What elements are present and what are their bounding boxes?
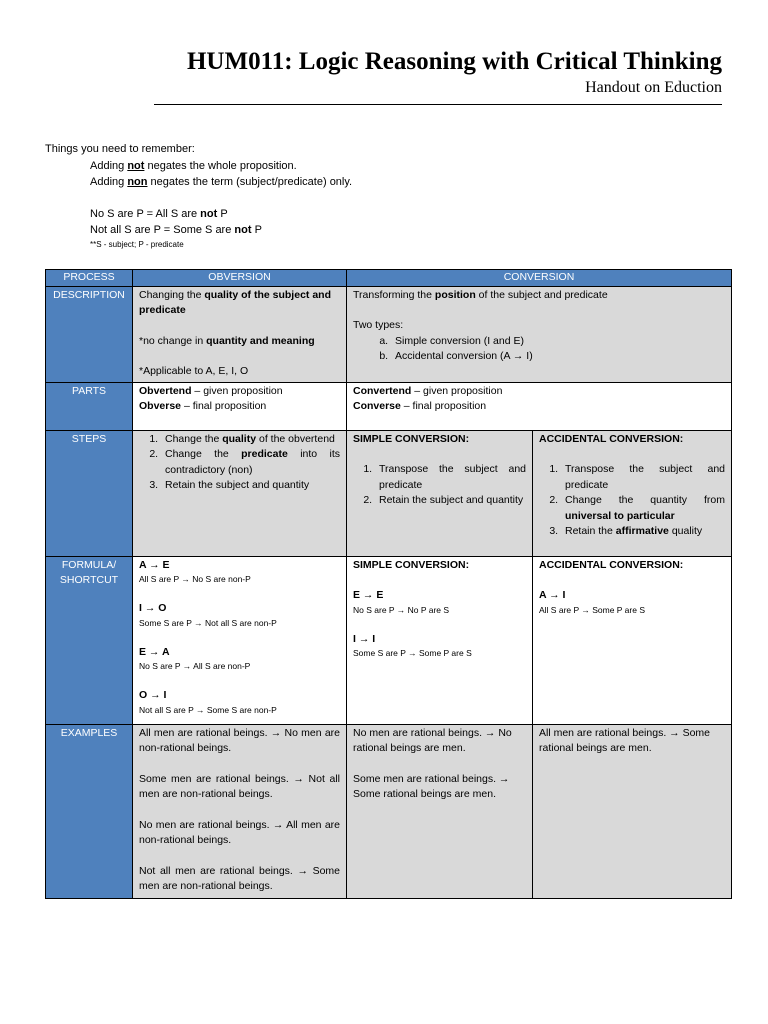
document-subtitle: Handout on Eduction — [585, 79, 722, 96]
eq1-post: P — [217, 207, 228, 220]
note-non — [45, 174, 352, 191]
obvertend-desc: – given proposition — [191, 384, 283, 397]
obv-step-2 — [161, 447, 340, 478]
acc-step-2 — [561, 493, 725, 524]
obv-example-2: Some men are rational beings. → Not all men are non-rational beings. — [139, 772, 340, 800]
simple-example-1: No men are rational beings. → No rational beings are men. — [353, 726, 512, 754]
note-non-word: non — [127, 176, 148, 188]
acc-step-3 — [561, 524, 725, 540]
acc-formula-title: ACCIDENTAL CONVERSION: — [539, 558, 684, 571]
header-process: PROCESS — [46, 270, 133, 287]
obverse-term: Obverse — [139, 400, 182, 412]
header-conversion: CONVERSION — [347, 270, 732, 287]
obversion-examples — [133, 724, 347, 898]
table-header-row — [46, 270, 732, 287]
formula-a-e-example: All S are P → No S are non-P — [139, 574, 251, 584]
note-non-post: negates the term (subject/predicate) only. — [147, 176, 353, 188]
row-description — [46, 286, 732, 382]
obversion-formulas — [133, 556, 347, 724]
conv-desc-bold: position — [434, 288, 476, 301]
acc-step-1: 1. Transpose the subject and predicate — [561, 462, 725, 493]
conv-types: Two types: — [353, 319, 404, 331]
obv-desc-pre: Changing the — [139, 288, 205, 301]
acc-step-2-pre: Change the quantity from — [565, 494, 725, 506]
obv-step-2-post: into its contradictory (non) — [165, 448, 341, 476]
formula-e-e-example: No S are P → No P are S — [353, 604, 450, 615]
note-not-pre: Adding — [90, 159, 128, 172]
obvertend-term: Obvertend — [139, 384, 192, 397]
formula-i-o: I → O — [139, 602, 167, 614]
label-parts: PARTS — [46, 382, 133, 430]
conv-type-b: b. Accidental conversion (A → I) — [391, 349, 725, 365]
acc-step-2-bold: universal to particular — [565, 509, 675, 522]
notes-intro: Things you need to remember: — [45, 143, 195, 155]
document-title: HUM011: Logic Reasoning with Critical Thinking — [186, 48, 722, 75]
acc-steps-title: ACCIDENTAL CONVERSION: — [539, 432, 684, 445]
header-divider — [154, 104, 722, 105]
obv-note-bold: quantity and meaning — [206, 334, 315, 347]
row-steps — [46, 430, 732, 556]
note-not-post: negates the whole proposition. — [144, 159, 297, 172]
eq1-bold: not — [200, 207, 218, 220]
acc-step-3-bold: affirmative — [615, 525, 669, 537]
obv-applicable: *Applicable to A, E, I, O — [139, 365, 249, 377]
conv-desc-post: of the subject and predicate — [475, 288, 608, 301]
formula-e-e: E → E — [353, 589, 384, 601]
formula-i-i-example: Some S are P → Some P are S — [353, 648, 472, 658]
obv-note-pre: *no change in — [139, 334, 207, 347]
obv-step-1-pre: Change the — [165, 432, 223, 445]
label-steps: STEPS — [46, 430, 133, 556]
simple-conversion-formulas — [347, 556, 533, 724]
equivalence-2 — [45, 222, 352, 239]
accidental-conversion-examples — [533, 724, 732, 898]
formula-a-i-example: All S are P → Some P are S — [539, 604, 645, 615]
accidental-conversion-steps — [533, 430, 732, 556]
label-examples: EXAMPLES — [46, 724, 133, 898]
eq2-pre: Not all S are P = Some S are — [90, 224, 235, 236]
simple-steps-title: SIMPLE CONVERSION: — [353, 432, 470, 445]
note-not-word: not — [127, 159, 145, 172]
eq2-bold: not — [234, 224, 252, 236]
formula-a-i: A → I — [539, 589, 566, 601]
obversion-parts — [133, 382, 347, 430]
header-obversion: OBVERSION — [133, 270, 347, 287]
simple-step-1: 1. Transpose the subject and predicate — [375, 462, 526, 493]
row-formula — [46, 556, 732, 724]
obv-example-4: Not all men are rational beings. → Some men are non-rational beings. — [139, 864, 340, 892]
obv-step-2-pre: Change the — [165, 448, 242, 460]
eduction-table — [45, 269, 732, 899]
note-non-pre: Adding — [90, 176, 128, 188]
convertend-term: Convertend — [353, 384, 412, 397]
formula-o-i: O → I — [139, 689, 167, 701]
note-not — [45, 158, 352, 175]
reminder-notes — [45, 141, 352, 251]
conv-type-a: a. Simple conversion (I and E) — [391, 334, 725, 350]
accidental-conversion-formulas — [533, 556, 732, 724]
obversion-description — [133, 286, 347, 382]
obv-step-1 — [161, 432, 340, 448]
obv-example-3: No men are rational beings. → All men are non-rational beings. — [139, 818, 340, 846]
formula-e-a-example: No S are P → All S are non-P — [139, 661, 251, 671]
eq2-post: P — [251, 224, 262, 236]
formula-o-i-example: Not all S are P → Some S are non-P — [139, 704, 277, 715]
acc-example-1: All men are rational beings. → Some rational beings are men. — [539, 726, 710, 754]
simple-conversion-examples — [347, 724, 533, 898]
conv-desc-pre: Transforming the — [353, 288, 435, 301]
formula-e-a: E → A — [139, 645, 170, 658]
simple-conversion-steps — [347, 430, 533, 556]
simple-step-2: 2. Retain the subject and quantity — [375, 493, 526, 509]
obv-step-3: 3. Retain the subject and quantity — [161, 478, 340, 494]
convertend-desc: – given proposition — [411, 384, 503, 397]
simple-example-2: Some men are rational beings. → Some rational beings are men. — [353, 772, 510, 800]
obv-desc-bold: quality of the subject and predicate — [139, 288, 331, 316]
notes-legend: **S - subject; P - predicate — [90, 239, 184, 249]
converse-term: Converse — [353, 400, 401, 412]
conversion-parts — [347, 382, 732, 430]
obverse-desc: – final proposition — [181, 400, 267, 412]
obv-step-2-bold: predicate — [241, 448, 288, 460]
row-examples — [46, 724, 732, 898]
obv-example-1: All men are rational beings. → No men are non-rational beings. — [139, 726, 340, 754]
conversion-description — [347, 286, 732, 382]
eq1-pre: No S are P = All S are — [90, 207, 201, 220]
obversion-steps — [133, 430, 347, 556]
formula-a-e: A → E — [139, 558, 170, 571]
obv-step-1-post: of the obvertend — [256, 432, 335, 445]
formula-i-i: I → I — [353, 632, 376, 645]
acc-step-3-post: quality — [668, 525, 703, 537]
label-formula: FORMULA/ SHORTCUT — [46, 556, 133, 724]
formula-i-o-example: Some S are P → Not all S are non-P — [139, 617, 277, 628]
simple-formula-title: SIMPLE CONVERSION: — [353, 558, 470, 571]
acc-step-3-pre: Retain the — [565, 525, 616, 537]
obv-step-1-bold: quality — [222, 432, 257, 445]
row-parts — [46, 382, 732, 430]
document-header — [154, 46, 722, 98]
converse-desc: – final proposition — [400, 400, 487, 412]
equivalence-1 — [45, 206, 352, 223]
label-description: DESCRIPTION — [46, 286, 133, 382]
